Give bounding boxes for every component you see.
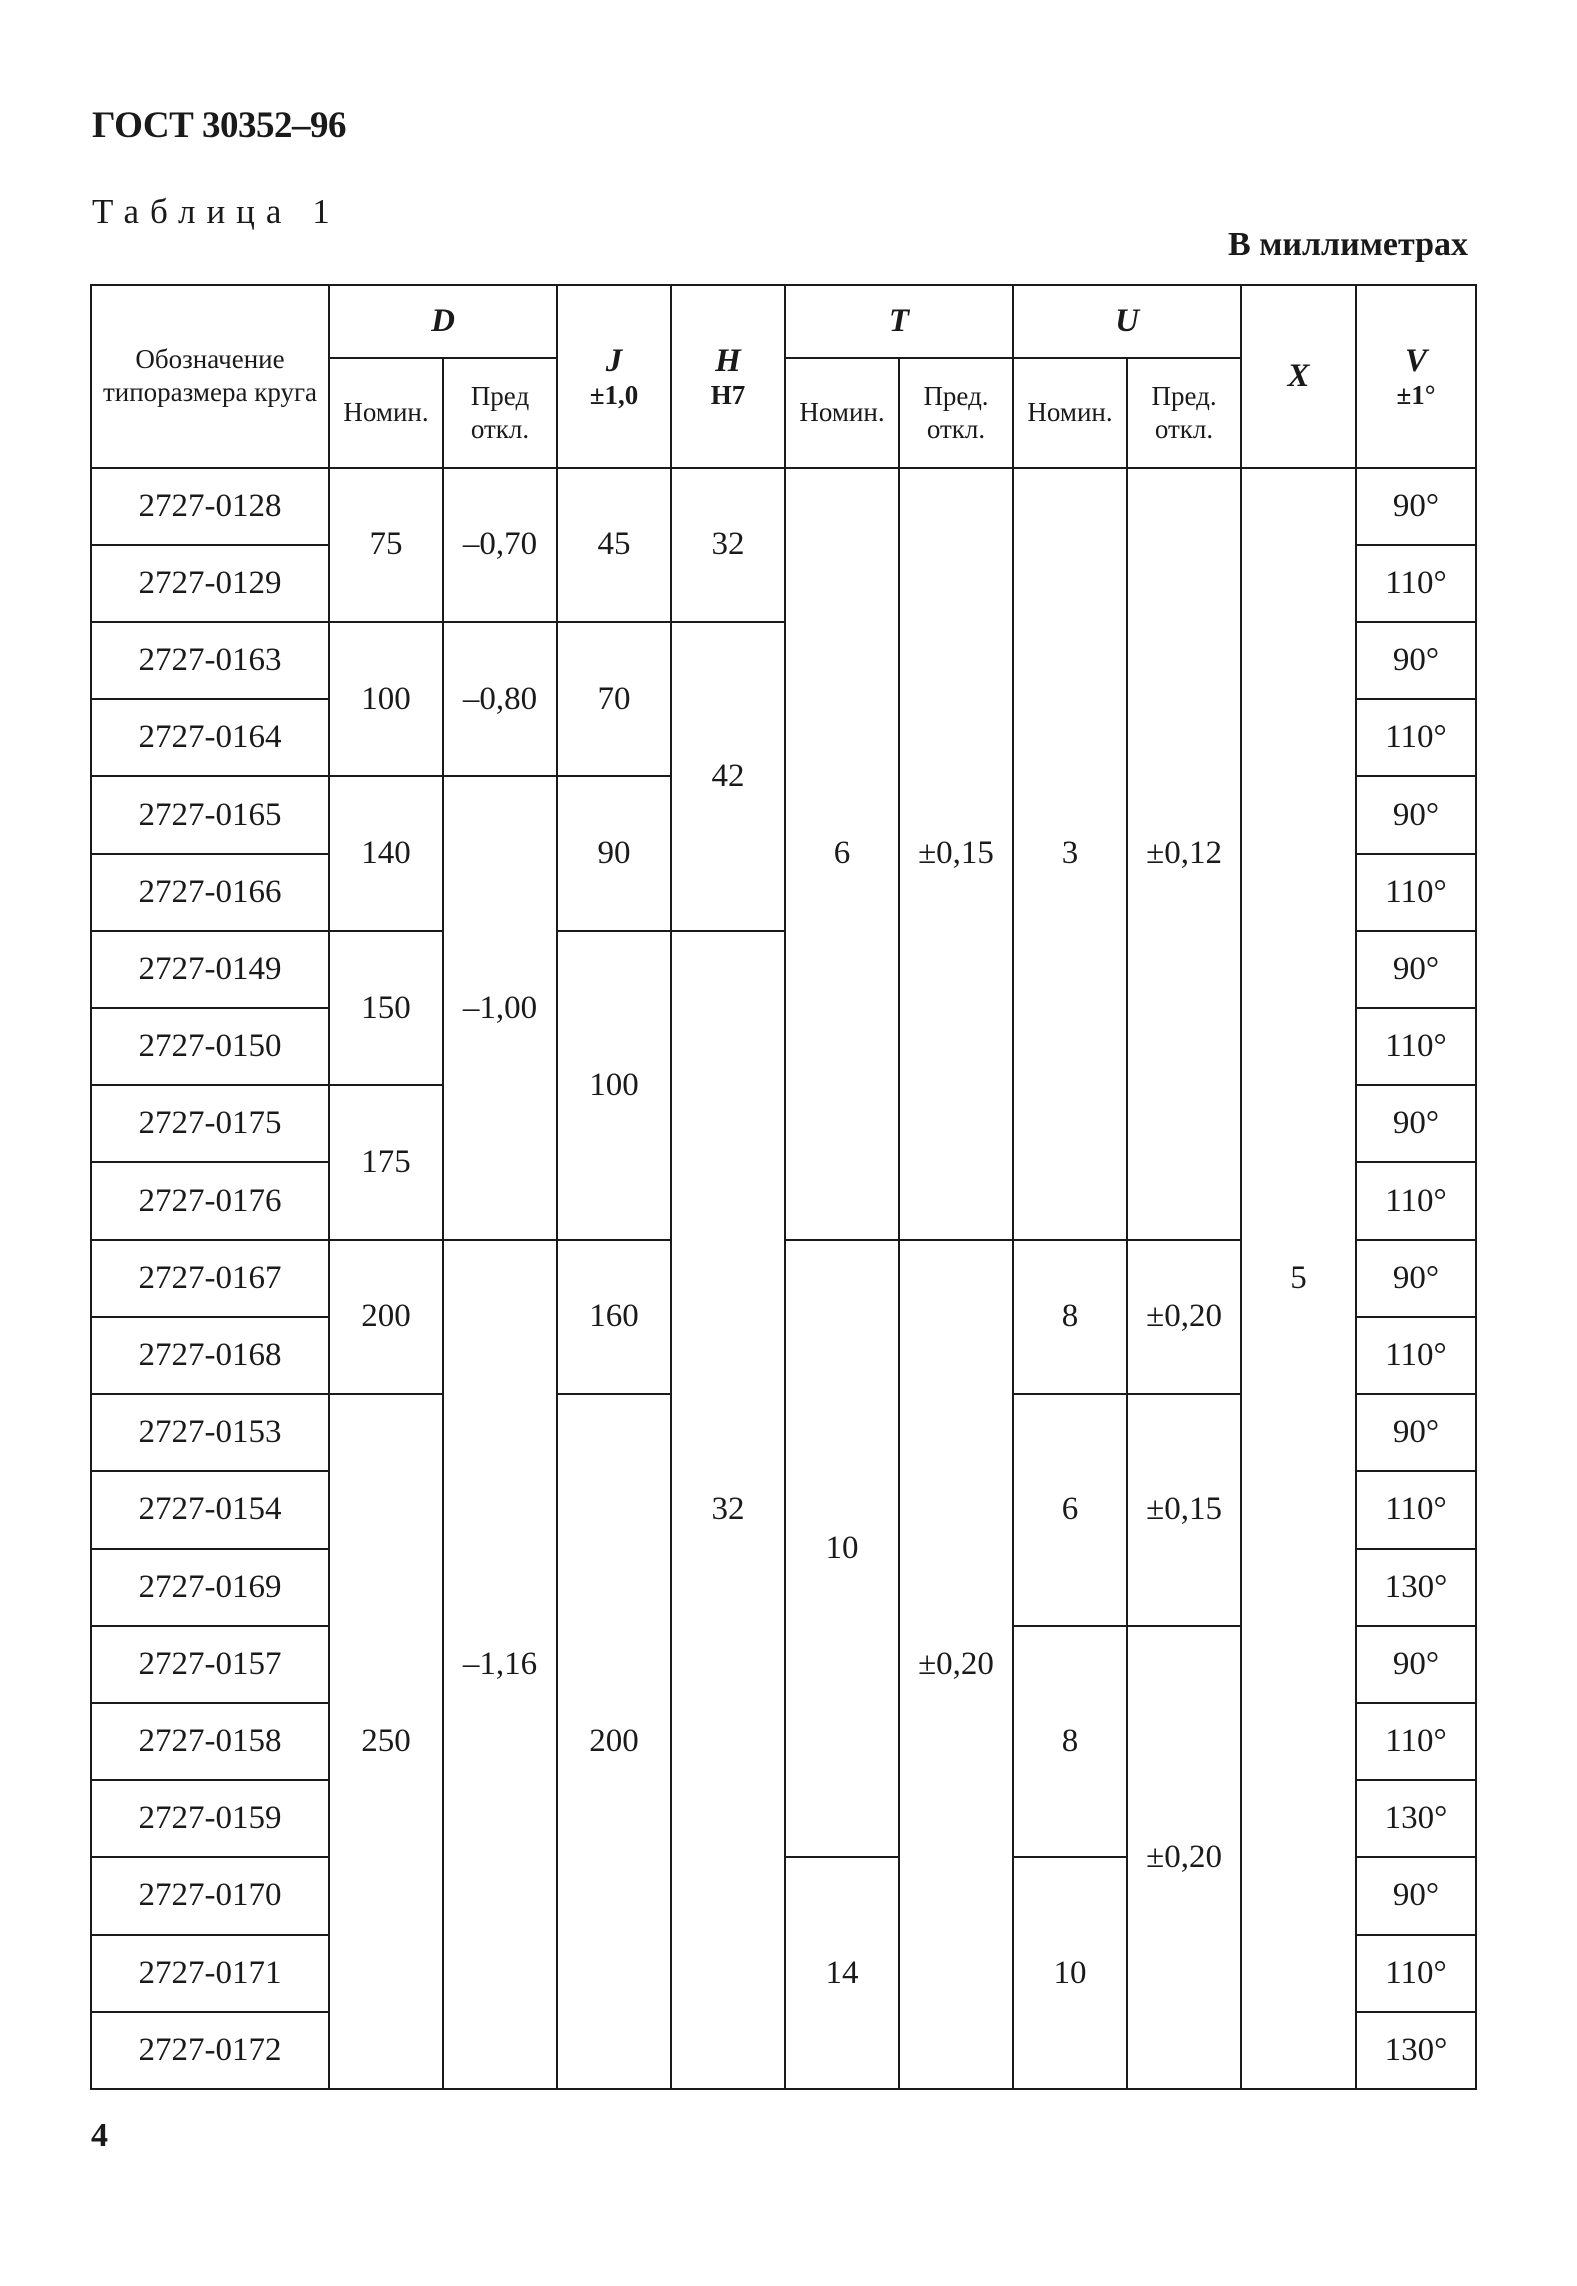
designation-cell: 2727-0176 [91, 1162, 329, 1239]
v-cell: 110° [1356, 1935, 1476, 2012]
designation-cell: 2727-0153 [91, 1394, 329, 1471]
designation-cell: 2727-0149 [91, 931, 329, 1008]
v-cell: 130° [1356, 1780, 1476, 1857]
header-designation: Обозначение типоразмера круга [91, 285, 329, 468]
d-nominal-cell: 200 [329, 1240, 443, 1394]
u-nominal-cell: 8 [1013, 1626, 1127, 1858]
header-U-tolerance: Пред. откл. [1127, 358, 1241, 468]
header-H-fit: H7 [710, 379, 746, 410]
designation-cell: 2727-0172 [91, 2012, 329, 2089]
v-cell: 90° [1356, 468, 1476, 545]
h-cell: 42 [671, 622, 785, 931]
table-caption: Таблица 1 [92, 192, 341, 231]
u-tolerance-cell: ±0,15 [1127, 1394, 1241, 1626]
designation-cell: 2727-0170 [91, 1857, 329, 1934]
d-nominal-cell: 150 [329, 931, 443, 1085]
u-nominal-cell: 8 [1013, 1240, 1127, 1394]
designation-cell: 2727-0150 [91, 1008, 329, 1085]
header-J [557, 285, 671, 468]
header-H [671, 285, 785, 468]
header-H-symbol: H [715, 342, 741, 379]
dimensions-table [90, 284, 1477, 2090]
document-title: ГОСТ 30352–96 [92, 105, 346, 146]
u-nominal-cell: 10 [1013, 1857, 1127, 2089]
j-cell: 45 [557, 468, 671, 622]
designation-cell: 2727-0171 [91, 1935, 329, 2012]
u-tolerance-cell: ±0,20 [1127, 1626, 1241, 2089]
v-cell: 90° [1356, 1626, 1476, 1703]
d-nominal-cell: 100 [329, 622, 443, 776]
table-row [91, 468, 1476, 545]
v-cell: 90° [1356, 1240, 1476, 1317]
u-tolerance-cell: ±0,20 [1127, 1240, 1241, 1394]
v-cell: 110° [1356, 545, 1476, 622]
v-cell: 90° [1356, 776, 1476, 853]
header-J-symbol: J [605, 342, 623, 379]
designation-cell: 2727-0159 [91, 1780, 329, 1857]
designation-cell: 2727-0154 [91, 1471, 329, 1548]
designation-cell: 2727-0163 [91, 622, 329, 699]
designation-cell: 2727-0158 [91, 1703, 329, 1780]
j-cell: 100 [557, 931, 671, 1240]
x-cell: 5 [1241, 468, 1356, 2089]
d-nominal-cell: 250 [329, 1394, 443, 2089]
d-tolerance-cell: –0,80 [443, 622, 557, 776]
units-note: В миллиметрах [1228, 226, 1468, 263]
v-cell: 90° [1356, 1857, 1476, 1934]
v-cell: 110° [1356, 1317, 1476, 1394]
v-cell: 110° [1356, 699, 1476, 776]
header-U-nominal: Номин. [1013, 358, 1127, 468]
designation-cell: 2727-0166 [91, 854, 329, 931]
h-cell: 32 [671, 468, 785, 622]
header-row [91, 285, 1476, 358]
header-V-symbol: V [1405, 342, 1428, 379]
header-D: D [329, 285, 557, 358]
designation-cell: 2727-0157 [91, 1626, 329, 1703]
v-cell: 110° [1356, 1703, 1476, 1780]
header-X: X [1241, 285, 1356, 468]
designation-cell: 2727-0129 [91, 545, 329, 622]
v-cell: 90° [1356, 1085, 1476, 1162]
u-nominal-cell: 6 [1013, 1394, 1127, 1626]
j-cell: 200 [557, 1394, 671, 2089]
t-nominal-cell: 14 [785, 1857, 899, 2089]
designation-cell: 2727-0169 [91, 1549, 329, 1626]
v-cell: 110° [1356, 1471, 1476, 1548]
d-tolerance-cell: –0,70 [443, 468, 557, 622]
d-nominal-cell: 175 [329, 1085, 443, 1239]
d-tolerance-cell: –1,16 [443, 1240, 557, 2089]
header-T-tolerance: Пред. откл. [899, 358, 1013, 468]
v-cell: 110° [1356, 854, 1476, 931]
t-tolerance-cell: ±0,15 [899, 468, 1013, 1240]
designation-cell: 2727-0165 [91, 776, 329, 853]
header-V-tolerance: ±1° [1396, 379, 1436, 410]
j-cell: 160 [557, 1240, 671, 1394]
page-number: 4 [91, 2117, 108, 2154]
v-cell: 90° [1356, 622, 1476, 699]
header-T: T [785, 285, 1013, 358]
d-nominal-cell: 75 [329, 468, 443, 622]
designation-cell: 2727-0175 [91, 1085, 329, 1162]
t-nominal-cell: 6 [785, 468, 899, 1240]
header-V [1356, 285, 1476, 468]
header-D-nominal: Номин. [329, 358, 443, 468]
d-nominal-cell: 140 [329, 776, 443, 930]
header-T-nominal: Номин. [785, 358, 899, 468]
designation-cell: 2727-0167 [91, 1240, 329, 1317]
j-cell: 90 [557, 776, 671, 930]
designation-cell: 2727-0164 [91, 699, 329, 776]
header-U: U [1013, 285, 1241, 358]
designation-cell: 2727-0168 [91, 1317, 329, 1394]
v-cell: 110° [1356, 1162, 1476, 1239]
header-D-tolerance: Пред откл. [443, 358, 557, 468]
header-J-tolerance: ±1,0 [589, 379, 639, 410]
h-cell: 32 [671, 931, 785, 2089]
u-tolerance-cell: ±0,12 [1127, 468, 1241, 1240]
t-nominal-cell: 10 [785, 1240, 899, 1858]
v-cell: 90° [1356, 931, 1476, 1008]
v-cell: 130° [1356, 1549, 1476, 1626]
d-tolerance-cell: –1,00 [443, 776, 557, 1239]
v-cell: 110° [1356, 1008, 1476, 1085]
t-tolerance-cell: ±0,20 [899, 1240, 1013, 2089]
v-cell: 90° [1356, 1394, 1476, 1471]
designation-cell: 2727-0128 [91, 468, 329, 545]
j-cell: 70 [557, 622, 671, 776]
v-cell: 130° [1356, 2012, 1476, 2089]
u-nominal-cell: 3 [1013, 468, 1127, 1240]
